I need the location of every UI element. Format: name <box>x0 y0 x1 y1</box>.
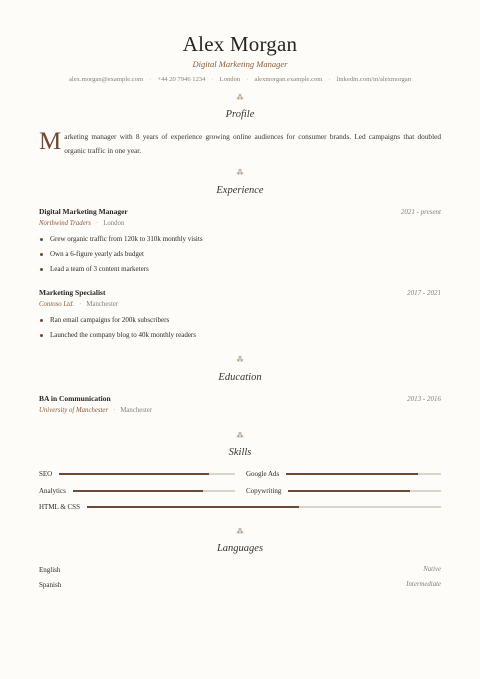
job-title: Marketing Specialist <box>39 288 106 297</box>
job-employer <box>39 220 124 227</box>
employer-name: Contoso Ltd. <box>39 301 75 308</box>
job-bullet: Launched the company blog to 40k monthly readers <box>39 328 196 343</box>
language-level: Native <box>423 566 441 573</box>
section-ornament-icon: ⁂ <box>236 356 244 364</box>
job-employer <box>39 301 118 308</box>
job-bullets <box>39 313 196 343</box>
contact-separator: · <box>328 76 331 83</box>
job-dates: 2017 - 2021 <box>407 289 441 297</box>
section-ornament-icon: ⁂ <box>236 169 244 177</box>
section-title-profile: Profile <box>225 109 255 120</box>
skill-track <box>286 473 441 475</box>
skill-fill <box>286 473 418 475</box>
skill-html-css <box>39 501 441 513</box>
section-title-skills: Skills <box>228 447 252 458</box>
skill-seo <box>39 468 235 480</box>
education-dates: 2013 - 2016 <box>407 395 441 403</box>
job-bullets <box>39 232 203 277</box>
skill-fill <box>288 490 410 492</box>
section-title-education: Education <box>218 372 262 383</box>
skill-label: HTML & CSS <box>39 503 80 511</box>
section-ornament-icon: ⁂ <box>236 528 244 536</box>
skill-label: Google Ads <box>246 470 280 478</box>
language-row <box>39 581 441 593</box>
job-bullet: Ran email campaigns for 200k subscribers <box>39 313 196 328</box>
skill-label: SEO <box>39 470 53 478</box>
contact-separator: · <box>211 76 214 83</box>
employer-separator: · <box>95 220 99 227</box>
skill-fill <box>59 473 208 475</box>
section-ornament-icon: ⁂ <box>236 432 244 440</box>
language-level: Intermediate <box>406 581 441 588</box>
skill-label: Analytics <box>39 487 66 495</box>
contact-separator: · <box>149 76 152 83</box>
job-location: Manchester <box>86 301 119 308</box>
school-location: Manchester <box>120 407 153 414</box>
skill-track <box>59 473 235 475</box>
skill-track <box>288 490 441 492</box>
contact-phone[interactable]: +44 20 7946 1234 <box>157 76 206 83</box>
employer-name: Northwind Traders <box>39 220 91 227</box>
school-name: University of Manchester <box>39 407 109 414</box>
candidate-title: Digital Marketing Manager <box>192 59 288 69</box>
profile-dropcap: M <box>39 128 62 155</box>
language-name: English <box>39 566 61 574</box>
language-row <box>39 566 441 578</box>
skill-track <box>87 506 441 508</box>
section-title-experience: Experience <box>216 185 264 196</box>
skill-label: Copywriting <box>246 487 282 495</box>
skill-copywriting <box>246 485 441 497</box>
job-title: Digital Marketing Manager <box>39 207 128 216</box>
skill-fill <box>87 506 299 508</box>
education-school <box>39 407 152 414</box>
section-ornament-icon: ⁂ <box>236 94 244 102</box>
language-name: Spanish <box>39 581 62 589</box>
candidate-name: Alex Morgan <box>182 32 298 56</box>
profile-text: arketing manager with 8 years of experience growing online audiences for consumer brands. Led campaigns that doubled organic traffic in one year. <box>64 132 441 155</box>
job-location: London <box>103 220 125 227</box>
employer-separator: · <box>79 301 82 308</box>
profile-summary <box>39 130 441 157</box>
school-separator: · <box>113 407 116 414</box>
skill-analytics <box>39 485 235 497</box>
skill-fill <box>73 490 203 492</box>
section-title-languages: Languages <box>216 543 264 554</box>
skill-track <box>73 490 235 492</box>
contact-website[interactable]: alexmorgan.example.com <box>254 76 323 83</box>
contact-line <box>0 76 480 83</box>
contact-email[interactable]: alex.morgan@example.com <box>68 76 144 83</box>
contact-linkedin[interactable]: linkedin.com/in/alexmorgan <box>336 76 412 83</box>
contact-location: London <box>219 76 241 83</box>
job-bullet: Grew organic traffic from 120k to 310k monthly visits <box>39 232 203 247</box>
job-bullet: Lead a team of 3 content marketers <box>39 262 203 277</box>
job-dates: 2021 - present <box>400 208 441 216</box>
contact-separator: · <box>246 76 249 83</box>
skill-google-ads <box>246 468 441 480</box>
job-bullet: Own a 6-figure yearly ads budget <box>39 247 203 262</box>
degree-title: BA in Communication <box>39 394 111 403</box>
